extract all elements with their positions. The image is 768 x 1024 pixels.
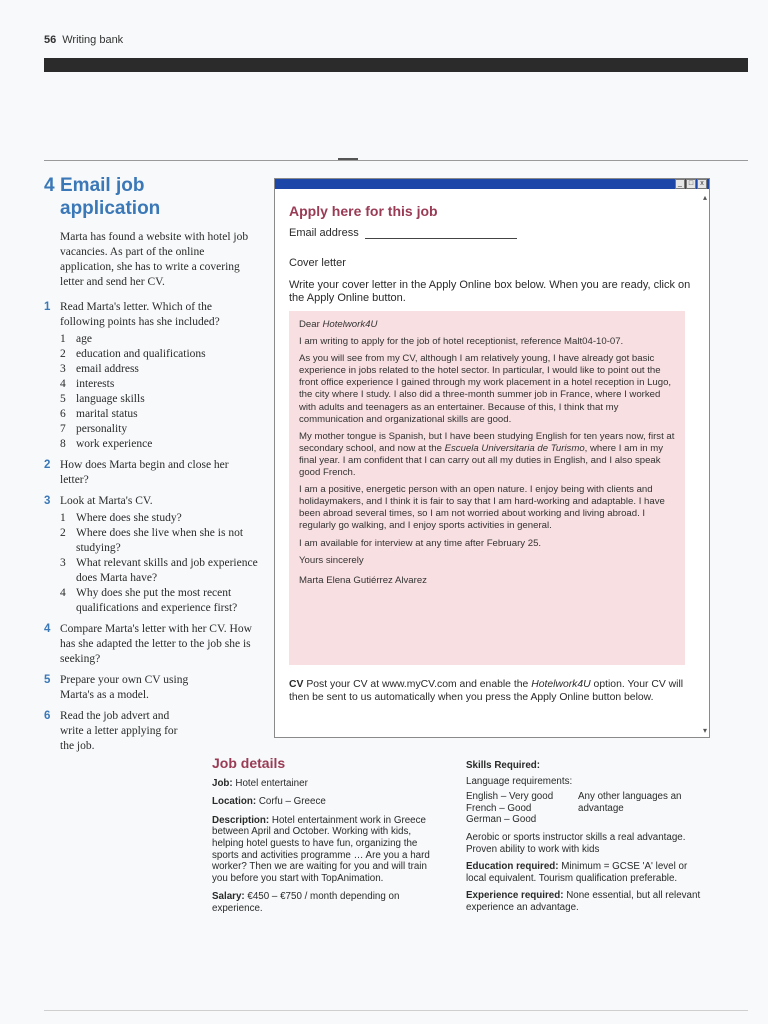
question-4 — [44, 622, 258, 667]
item-number: 1 — [60, 333, 66, 345]
language-list — [466, 791, 702, 826]
question-text: Read the job advert and write a letter applying for the job. — [60, 710, 178, 752]
bottom-divider — [44, 1010, 748, 1011]
school-name: Escuela Universitaria de Turismo — [444, 442, 585, 454]
close-icon[interactable]: x — [697, 179, 707, 189]
description-label: Description: — [212, 814, 270, 826]
application-window — [274, 178, 710, 738]
sub-questions — [60, 511, 258, 616]
location-value: Corfu – Greece — [256, 796, 326, 808]
cover-letter-instructions: Write your cover letter in the Apply Online box below. When you are ready, click on the Apply Online button. — [289, 279, 691, 304]
cv-text: option. Your CV will then be sent to us automatically when you press the Apply Online button below. — [289, 679, 684, 703]
item-text: What relevant skills and job experience does Marta have? — [76, 557, 258, 584]
item-text: Where does she study? — [76, 512, 182, 524]
question-number: 4 — [44, 623, 51, 635]
scroll-up-icon[interactable]: ▴ — [702, 193, 707, 202]
question-6 — [44, 709, 190, 754]
scroll-down-icon[interactable]: ▾ — [702, 726, 707, 735]
list-item — [60, 392, 258, 407]
aerobic-skills: Aerobic or sports instructor skills a real advantage. Proven ability to work with kids — [466, 831, 686, 855]
letter-paragraph: I am writing to apply for the job of hotel receptionist, reference Malt04-10-07. — [299, 336, 624, 348]
experience-label: Experience required: — [466, 890, 564, 902]
section-intro: Marta has found a website with hotel job vacancies. As part of the online application, she has to write a covering letter and send her CV. — [60, 231, 249, 288]
list-item — [60, 332, 258, 347]
section-title-line1: Email job — [60, 175, 145, 196]
letter-paragraph: I am a positive, energetic person with an open nature. I enjoy being with clients and holidaymakers, and I think it is fair to say that I am hard-working and adaptable. I have been abroad several times, so I am not worried about working and living abroad. I regularly go walking, and I enjoy sports activities in general. — [299, 484, 665, 532]
item-text: email address — [76, 363, 139, 375]
item-number: 1 — [60, 512, 66, 524]
divider-mark — [338, 158, 358, 160]
item-text: education and qualifications — [76, 348, 206, 360]
job-details — [212, 755, 442, 922]
job-label: Job: — [212, 777, 233, 789]
language-german: German – Good — [466, 814, 537, 826]
greeting-name: Hotelwork4U — [322, 319, 378, 330]
section-title — [44, 174, 258, 220]
email-row — [289, 227, 517, 239]
location-row — [212, 796, 442, 808]
minimize-icon[interactable]: _ — [675, 179, 685, 189]
skills-required — [466, 760, 702, 920]
item-text: interests — [76, 378, 115, 390]
paragraph-text: , where I am in my final year. I am confident that I can carry out all my duties in English, and I also speak good French. — [299, 442, 664, 479]
maximize-icon[interactable]: □ — [686, 179, 696, 189]
section-name: Writing bank — [62, 34, 124, 46]
email-field[interactable] — [365, 228, 517, 239]
item-number: 5 — [60, 393, 66, 405]
window-controls — [675, 179, 707, 189]
salary-label: Salary: — [212, 891, 245, 903]
education-value: Minimum = GCSE 'A' level or local equivalent. Tourism qualification preferable. — [466, 861, 688, 884]
letter-paragraph: I am available for interview at any time after February 25. — [299, 537, 542, 549]
item-number: 6 — [60, 408, 66, 420]
salary-value: €450 – €750 / month depending on experience. — [212, 891, 400, 914]
list-item — [60, 347, 258, 362]
description-row — [212, 815, 442, 885]
item-text: Where does she live when she is not studying? — [76, 527, 244, 554]
question-2 — [44, 458, 258, 488]
apply-title: Apply here for this job — [289, 203, 438, 219]
question-text: Read Marta's letter. Which of the following points has she included? — [60, 301, 220, 328]
list-item — [60, 362, 258, 377]
skills-title: Skills Required: — [466, 760, 541, 771]
item-text: work experience — [76, 438, 153, 450]
item-number: 2 — [60, 348, 66, 360]
item-text: personality — [76, 423, 128, 435]
section-number: 4 — [44, 175, 55, 196]
item-text: age — [76, 333, 92, 345]
item-number: 2 — [60, 527, 66, 539]
cv-text: Post your CV at www.myCV.com and enable the — [303, 679, 532, 690]
item-number: 4 — [60, 587, 66, 599]
exercise-column — [44, 174, 258, 760]
cv-brand: Hotelwork4U — [531, 679, 591, 690]
list-item — [60, 407, 258, 422]
item-number: 8 — [60, 438, 66, 450]
letter-closing: Yours sincerely — [299, 554, 364, 566]
item-text: language skills — [76, 393, 145, 405]
education-row — [466, 861, 702, 884]
experience-value: None essential, but all relevant experience an advantage. — [466, 890, 701, 913]
item-number: 3 — [60, 363, 66, 375]
question-number: 5 — [44, 674, 51, 686]
job-value: Hotel entertainer — [232, 777, 308, 789]
question-text: Look at Marta's CV. — [60, 495, 153, 507]
list-item — [60, 586, 258, 616]
question-text: Compare Marta's letter with her CV. How has she adapted the letter to the job she is seeking? — [60, 623, 252, 665]
experience-row — [466, 890, 702, 913]
letter-paragraph — [299, 431, 675, 479]
item-number: 7 — [60, 423, 66, 435]
question-number: 2 — [44, 459, 51, 471]
window-titlebar — [275, 179, 709, 189]
email-label: Email address — [289, 227, 359, 239]
paragraph-text: My mother tongue is Spanish, but I have been studying English for ten years now, first at secondary school, and now at the — [299, 430, 675, 454]
item-number: 3 — [60, 557, 66, 569]
section-title-line2: application — [60, 198, 161, 219]
question-1 — [44, 300, 258, 452]
letter-signature: Marta Elena Gutiérrez Alvarez — [299, 574, 427, 586]
description-value: Hotel entertainment work in Greece between April and October. Working with kids, helping hotel guests to have fun, organizing the sports and activities programme … Are you a hard worker? Then we are waiting for you and will train you before you start with TopAnimation. — [212, 814, 430, 884]
language-other: Any other languages an advantage — [578, 791, 682, 814]
list-item — [60, 422, 258, 437]
question-5 — [44, 673, 190, 703]
education-label: Education required: — [466, 861, 559, 873]
language-column — [466, 791, 578, 826]
list-item — [60, 511, 258, 526]
question-text: How does Marta begin and close her letter? — [60, 459, 229, 486]
job-details-title: Job details — [212, 755, 286, 771]
page-header — [44, 34, 123, 46]
language-english: English – Very good — [466, 791, 554, 803]
question-number: 1 — [44, 301, 51, 313]
question-text: Prepare your own CV using Marta's as a model. — [60, 674, 189, 701]
question-number: 3 — [44, 495, 51, 507]
greeting-prefix: Dear — [299, 319, 323, 330]
checklist — [60, 332, 258, 452]
cover-letter-label: Cover letter — [289, 257, 346, 269]
item-text: Why does she put the most recent qualifications and experience first? — [76, 587, 238, 614]
cover-letter-textbox[interactable] — [289, 311, 685, 665]
question-number: 6 — [44, 710, 51, 722]
list-item — [60, 526, 258, 556]
letter-greeting — [299, 319, 675, 331]
language-title: Language requirements: — [466, 775, 573, 787]
letter-paragraph: As you will see from my CV, although I am relatively young, I have already got basic experience in jobs related to the hotel sector. In particular, I would like to point out the front office experience I gained through my work placement in a hotel reception in Lugo, the city where I study. I also did a three-month summer job in France, where I worked with adults and teenagers as an entertainer. Because of this, I think that my communication and organizational skills are good. — [299, 353, 672, 425]
header-bar — [44, 58, 748, 72]
item-number: 4 — [60, 378, 66, 390]
language-french: French – Good — [466, 802, 532, 814]
question-3 — [44, 494, 258, 616]
page-number: 56 — [44, 34, 57, 46]
item-text: marital status — [76, 408, 138, 420]
list-item — [60, 556, 258, 586]
list-item — [60, 437, 258, 452]
job-row — [212, 778, 442, 790]
salary-row — [212, 891, 442, 914]
divider — [44, 160, 748, 161]
location-label: Location: — [212, 796, 257, 808]
cv-note — [289, 679, 693, 704]
cv-label: CV — [289, 679, 304, 690]
list-item — [60, 377, 258, 392]
